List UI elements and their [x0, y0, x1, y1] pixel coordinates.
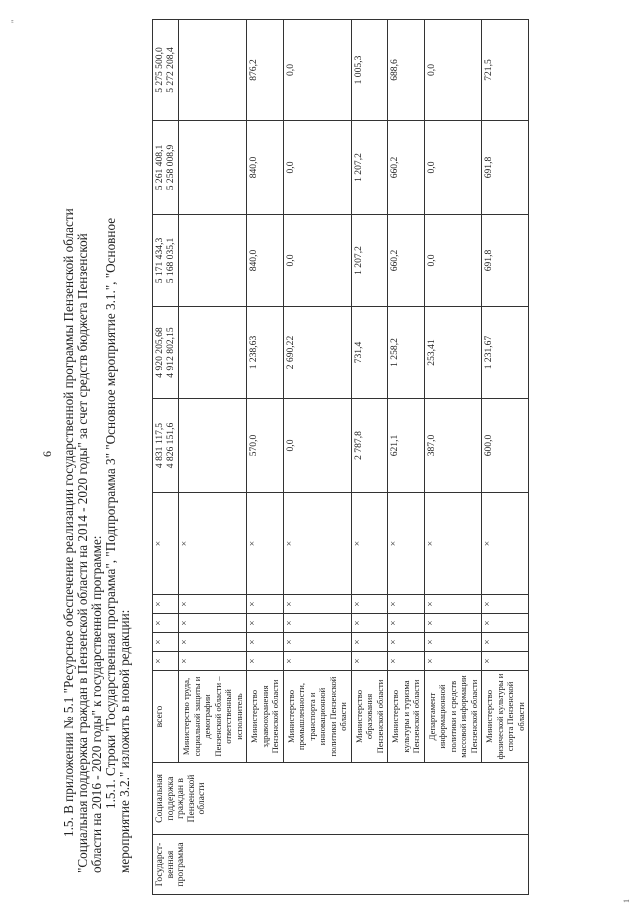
value-cell: 0,0	[283, 121, 351, 215]
x-cell: ×	[351, 595, 388, 614]
value-cell: 387,0	[424, 399, 482, 493]
x-cell: ×	[482, 493, 529, 595]
x-cell: ×	[153, 652, 179, 671]
x-cell: ×	[247, 595, 284, 614]
x-cell: ×	[153, 633, 179, 652]
heading-line-1: 1.5. В приложении № 5.1 "Ресурсное обеспечение реализации государственной программы Пензенской области	[61, 208, 76, 837]
executor-cell: Министерство промышленности, транспорта и инновационной политики Пензенской области	[283, 671, 351, 763]
x-cell: ×	[283, 633, 351, 652]
value-cell: 731,4	[351, 307, 388, 399]
value-cell: 253,41	[424, 307, 482, 399]
x-cell: ×	[179, 614, 247, 633]
value-cell: 0,0	[424, 20, 482, 121]
page-number: 6	[40, 451, 54, 457]
corner-mark-bottom: 1	[622, 899, 631, 903]
heading-line-5: мероприятие 3.2." изложить в новой редакции:	[117, 609, 132, 873]
x-cell: ×	[388, 614, 425, 633]
value-cell: 1 258,2	[388, 307, 425, 399]
corner-mark: "	[10, 19, 19, 23]
value-cell: 600,0	[482, 399, 529, 493]
x-cell: ×	[179, 633, 247, 652]
value-cell: 2 690,22	[283, 307, 351, 399]
x-cell: ×	[424, 633, 482, 652]
table-row	[153, 20, 179, 895]
x-cell: ×	[153, 614, 179, 633]
value-cell: 1 207,2	[351, 215, 388, 307]
value-cell: 691,8	[482, 121, 529, 215]
value-cell: 1 005,3	[351, 20, 388, 121]
x-cell: ×	[247, 652, 284, 671]
x-cell: ×	[351, 614, 388, 633]
value-cell: 660,2	[388, 121, 425, 215]
x-cell: ×	[179, 493, 247, 595]
x-cell: ×	[247, 633, 284, 652]
x-cell: ×	[153, 595, 179, 614]
executor-cell: Министерство образования Пензенской области	[351, 671, 388, 763]
value-cell: 5 261 408,1 5 258 008,9	[153, 121, 179, 215]
x-cell: ×	[247, 493, 284, 595]
value-cell: 621,1	[388, 399, 425, 493]
value-cell: 876,2	[247, 20, 284, 121]
x-cell: ×	[283, 595, 351, 614]
value-cell: 840,0	[247, 121, 284, 215]
program-name-cell: Социальная поддержка граждан в Пензенской области	[153, 763, 529, 835]
x-cell: ×	[424, 595, 482, 614]
heading-line-3: области на 2016 - 2020 годы" к государственной программе:	[89, 535, 104, 873]
x-cell: ×	[482, 633, 529, 652]
value-cell: 570,0	[247, 399, 284, 493]
x-cell: ×	[388, 652, 425, 671]
value-cell: 660,2	[388, 215, 425, 307]
x-cell: ×	[424, 652, 482, 671]
x-cell: ×	[388, 493, 425, 595]
executor-cell: всего	[153, 671, 179, 763]
executor-cell: Министерство труда, социальной защиты и демографии Пензенской области – ответственный исполнитель	[179, 671, 247, 763]
x-cell: ×	[482, 614, 529, 633]
x-cell: ×	[179, 595, 247, 614]
value-cell: 1 207,2	[351, 121, 388, 215]
x-cell: ×	[388, 633, 425, 652]
x-cell: ×	[424, 493, 482, 595]
x-cell: ×	[179, 652, 247, 671]
x-cell: ×	[351, 633, 388, 652]
value-cell: 4 831 117,5 4 826 151,6	[153, 399, 179, 493]
value-cell: 1 231,67	[482, 307, 529, 399]
x-cell: ×	[424, 614, 482, 633]
executor-cell: Министерство здравоохранения Пензенской области	[247, 671, 284, 763]
value-cell: 688,6	[388, 20, 425, 121]
value-cell: 5 171 434,3 5 168 035,1	[153, 215, 179, 307]
executor-cell: Министерство физической культуры и спорта Пензенской области	[482, 671, 529, 763]
x-cell: ×	[351, 652, 388, 671]
value-cell: 721,5	[482, 20, 529, 121]
x-cell: ×	[351, 493, 388, 595]
executor-cell: Департамент информационной политики и средств массовой информации Пензенской области	[424, 671, 482, 763]
value-cell: 4 920 205,68 4 912 802,15	[153, 307, 179, 399]
executor-cell: Министерство культуры и туризма Пензенской области	[388, 671, 425, 763]
x-cell: ×	[283, 652, 351, 671]
value-cell: 0,0	[283, 399, 351, 493]
x-cell: ×	[283, 614, 351, 633]
heading-line-2: "Социальная поддержка граждан в Пензенской области на 2014 - 2020 годы" за счет средств бюджета Пензенской	[75, 233, 90, 873]
x-cell: ×	[153, 493, 179, 595]
heading-line-4: 1.5.1. Строки "Государственная программа", "Подпрограмма 3" "Основное мероприятие 3.1.", "Основное	[103, 217, 118, 809]
x-cell: ×	[482, 595, 529, 614]
value-cell: 1 238,63	[247, 307, 284, 399]
x-cell: ×	[388, 595, 425, 614]
value-cell: 0,0	[424, 121, 482, 215]
value-cell: 2 787,8	[351, 399, 388, 493]
x-cell: ×	[283, 493, 351, 595]
program-cell: Государст-венная программа	[153, 835, 529, 895]
x-cell: ×	[247, 614, 284, 633]
value-cell: 0,0	[424, 215, 482, 307]
x-cell: ×	[482, 652, 529, 671]
value-cell: 0,0	[283, 215, 351, 307]
value-cell: 0,0	[283, 20, 351, 121]
resource-table	[152, 19, 529, 895]
value-cell: 840,0	[247, 215, 284, 307]
value-cell: 5 275 500,0 5 272 208,4	[153, 20, 179, 121]
value-cell: 691,8	[482, 215, 529, 307]
